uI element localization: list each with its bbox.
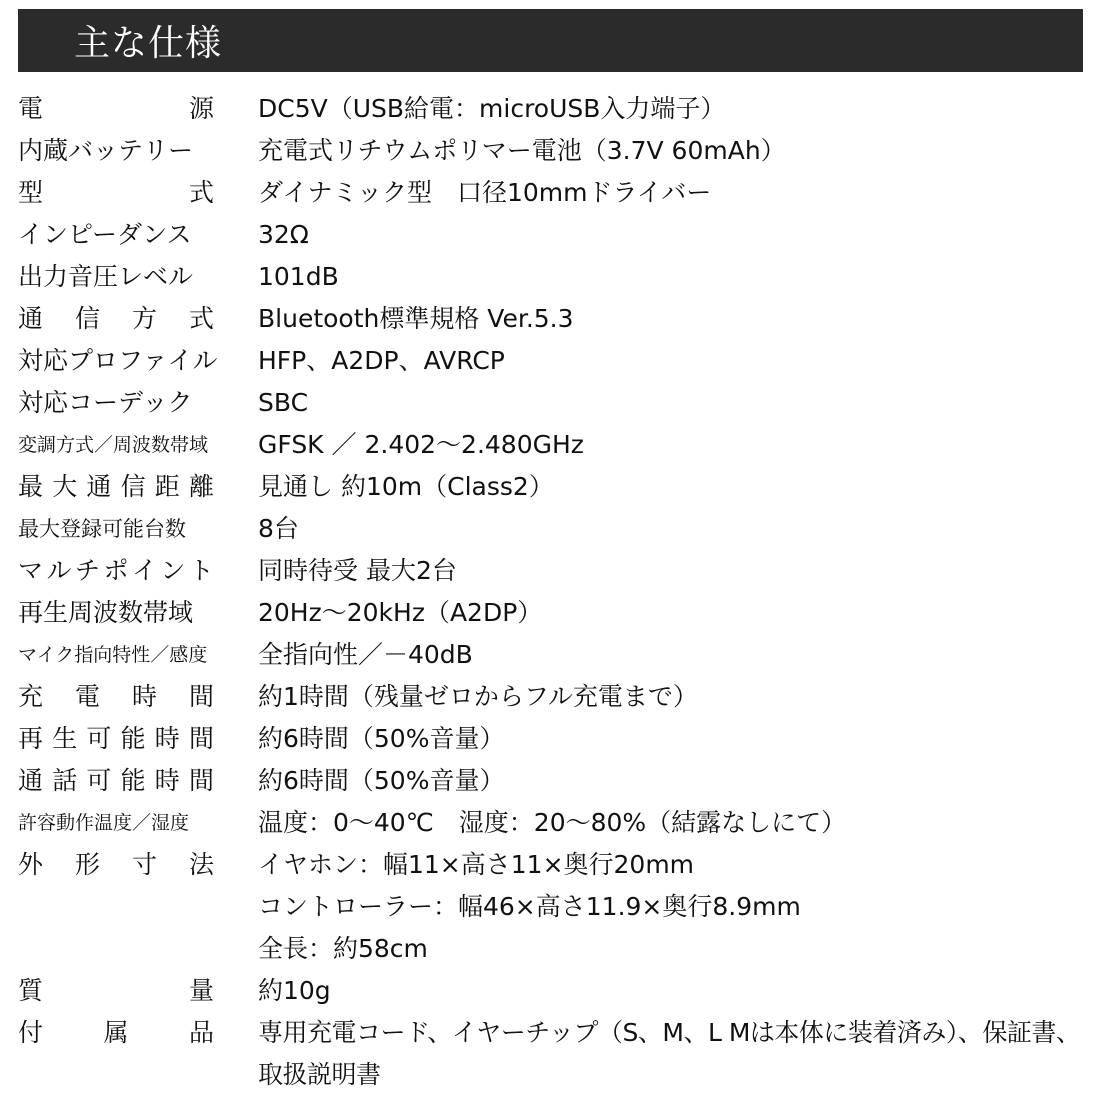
spec-label-frequency-response: 再生周波数帯域	[18, 598, 194, 627]
spec-value-modulation: GFSK ／ 2.402～2.480GHz	[258, 430, 584, 459]
spec-label-char: 通	[18, 766, 44, 795]
spec-label-impedance: インピーダンス	[18, 220, 192, 249]
spec-label-char: ト	[188, 556, 214, 585]
spec-value-profiles: HFP、A2DP、AVRCP	[258, 346, 505, 375]
spec-value-battery: 充電式リチウムポリマー電池（3.7V 60mAh）	[258, 136, 786, 165]
spec-row-profiles	[18, 340, 1088, 382]
section-header	[18, 9, 1083, 72]
spec-row-charge-time	[18, 676, 1088, 718]
spec-label-charge-time	[18, 676, 214, 718]
spec-value-output-level: 101dB	[258, 262, 339, 291]
section-title: 主な仕様	[74, 23, 223, 64]
spec-row-weight	[18, 970, 1088, 1012]
spec-label-char: 信	[120, 472, 146, 501]
spec-value-range: 見通し 約10m（Class2）	[258, 472, 554, 501]
spec-label-char: 通	[18, 304, 44, 333]
spec-label-char: 通	[86, 472, 112, 501]
spec-value-weight: 約10g	[258, 976, 331, 1005]
spec-row-battery	[18, 130, 1088, 172]
spec-label-char: 質	[18, 976, 44, 1005]
spec-value-type: ダイナミック型 口径10mmドライバー	[258, 178, 712, 207]
spec-label-char: 最	[18, 472, 44, 501]
spec-label-power	[18, 88, 214, 130]
spec-label-char: 話	[52, 766, 78, 795]
spec-label-char: 方	[131, 304, 157, 333]
spec-value-multipoint: 同時待受 最大2台	[258, 556, 457, 585]
spec-label-char: イ	[131, 556, 157, 585]
spec-value-accessories: 専用充電コード、イヤーチップ（S、M、L Mは本体に装着済み）、保証書、取扱説明書	[258, 1018, 1081, 1089]
spec-label-char: 品	[188, 1018, 214, 1047]
spec-label-char: 可	[86, 766, 112, 795]
spec-label-char: 時	[154, 766, 180, 795]
spec-label-char: 時	[131, 682, 157, 711]
spec-label-mic: マイク指向特性／感度	[18, 644, 208, 666]
spec-label-accessories	[18, 1012, 214, 1054]
spec-label-char: 間	[188, 724, 214, 753]
spec-label-char: 再	[18, 724, 44, 753]
spec-label-char: 形	[74, 850, 100, 879]
spec-label-char: 時	[154, 724, 180, 753]
spec-row-accessories	[18, 1012, 1088, 1096]
spec-row-pairing-count	[18, 508, 1088, 550]
spec-label-range	[18, 466, 214, 508]
spec-label-char: 寸	[131, 850, 157, 879]
spec-label-dimensions	[18, 844, 214, 886]
spec-value-communication: Bluetooth標準規格 Ver.5.3	[258, 304, 574, 333]
spec-label-char: 外	[18, 850, 44, 879]
spec-row-modulation	[18, 424, 1088, 466]
spec-row-frequency-response	[18, 592, 1088, 634]
spec-label-talk-time	[18, 760, 214, 802]
spec-label-communication	[18, 298, 214, 340]
spec-label-char: ン	[160, 556, 186, 585]
spec-label-char: 間	[188, 766, 214, 795]
spec-label-char: 付	[18, 1018, 44, 1047]
spec-label-char: 大	[52, 472, 78, 501]
spec-row-operating-env	[18, 802, 1088, 844]
spec-label-char: 生	[52, 724, 78, 753]
spec-label-char: 式	[188, 178, 214, 207]
spec-label-char: 能	[120, 724, 146, 753]
spec-value-power: DC5V（USB給電：microUSB入力端子）	[258, 94, 726, 123]
spec-label-char: 属	[103, 1018, 129, 1047]
spec-label-char: 可	[86, 724, 112, 753]
spec-label-battery: 内蔵バッテリー	[18, 136, 194, 165]
spec-value-dimensions-controller: コントローラー：幅46×高さ11.9×奥行8.9mm	[258, 892, 801, 921]
spec-label-operating-env: 許容動作温度／湿度	[18, 812, 190, 834]
spec-label-output-level: 出力音圧レベル	[18, 262, 194, 291]
spec-label-char: 能	[120, 766, 146, 795]
spec-label-char: 電	[18, 94, 44, 123]
spec-row-multipoint	[18, 550, 1088, 592]
spec-value-playback-time: 約6時間（50%音量）	[258, 724, 505, 753]
spec-label-playback-time	[18, 718, 214, 760]
spec-value-talk-time: 約6時間（50%音量）	[258, 766, 505, 795]
spec-value-mic: 全指向性／－40dB	[258, 640, 473, 669]
spec-value-dimensions-length: 全長：約58cm	[258, 934, 428, 963]
spec-row-codec	[18, 382, 1088, 424]
spec-label-weight	[18, 970, 214, 1012]
spec-value-impedance: 32Ω	[258, 220, 309, 249]
spec-label-char: 型	[18, 178, 44, 207]
spec-label-char: 法	[188, 850, 214, 879]
spec-label-char: 距	[154, 472, 180, 501]
spec-row-dimensions	[18, 844, 1088, 970]
spec-label-char: 間	[188, 682, 214, 711]
spec-label-codec: 対応コーデック	[18, 388, 193, 417]
spec-label-profiles: 対応プロファイル	[18, 346, 218, 375]
spec-value-dimensions-earphone: イヤホン：幅11×高さ11×奥行20mm	[258, 850, 695, 879]
spec-label-char: 離	[188, 472, 214, 501]
spec-label-char: ポ	[103, 556, 129, 585]
spec-label-char: 電	[74, 682, 100, 711]
spec-row-impedance	[18, 214, 1088, 256]
spec-label-modulation: 変調方式／周波数帯域	[18, 434, 209, 456]
spec-label-type	[18, 172, 214, 214]
spec-label-char: 源	[188, 94, 214, 123]
spec-value-operating-env: 温度：0～40℃ 湿度：20～80%（結露なしにて）	[258, 808, 847, 837]
spec-value-frequency-response: 20Hz～20kHz（A2DP）	[258, 598, 543, 627]
spec-label-char: 量	[188, 976, 214, 1005]
spec-label-pairing-count: 最大登録可能台数	[18, 517, 186, 541]
spec-label-char: 信	[74, 304, 100, 333]
spec-label-char: ル	[46, 556, 72, 585]
spec-row-communication	[18, 298, 1088, 340]
spec-row-mic	[18, 634, 1088, 676]
spec-row-type	[18, 172, 1088, 214]
spec-row-output-level	[18, 256, 1088, 298]
spec-row-range	[18, 466, 1088, 508]
spec-row-playback-time	[18, 718, 1088, 760]
spec-label-char: チ	[74, 556, 100, 585]
spec-label-char: 式	[188, 304, 214, 333]
spec-label-char: マ	[18, 556, 44, 585]
spec-row-power	[18, 88, 1088, 130]
spec-value-charge-time: 約1時間（残量ゼロからフル充電まで）	[258, 682, 698, 711]
spec-label-char: 充	[18, 682, 44, 711]
spec-label-multipoint	[18, 550, 214, 592]
spec-table	[18, 88, 1088, 1096]
spec-value-pairing-count: 8台	[258, 514, 299, 543]
spec-row-talk-time	[18, 760, 1088, 802]
spec-value-codec: SBC	[258, 388, 309, 417]
